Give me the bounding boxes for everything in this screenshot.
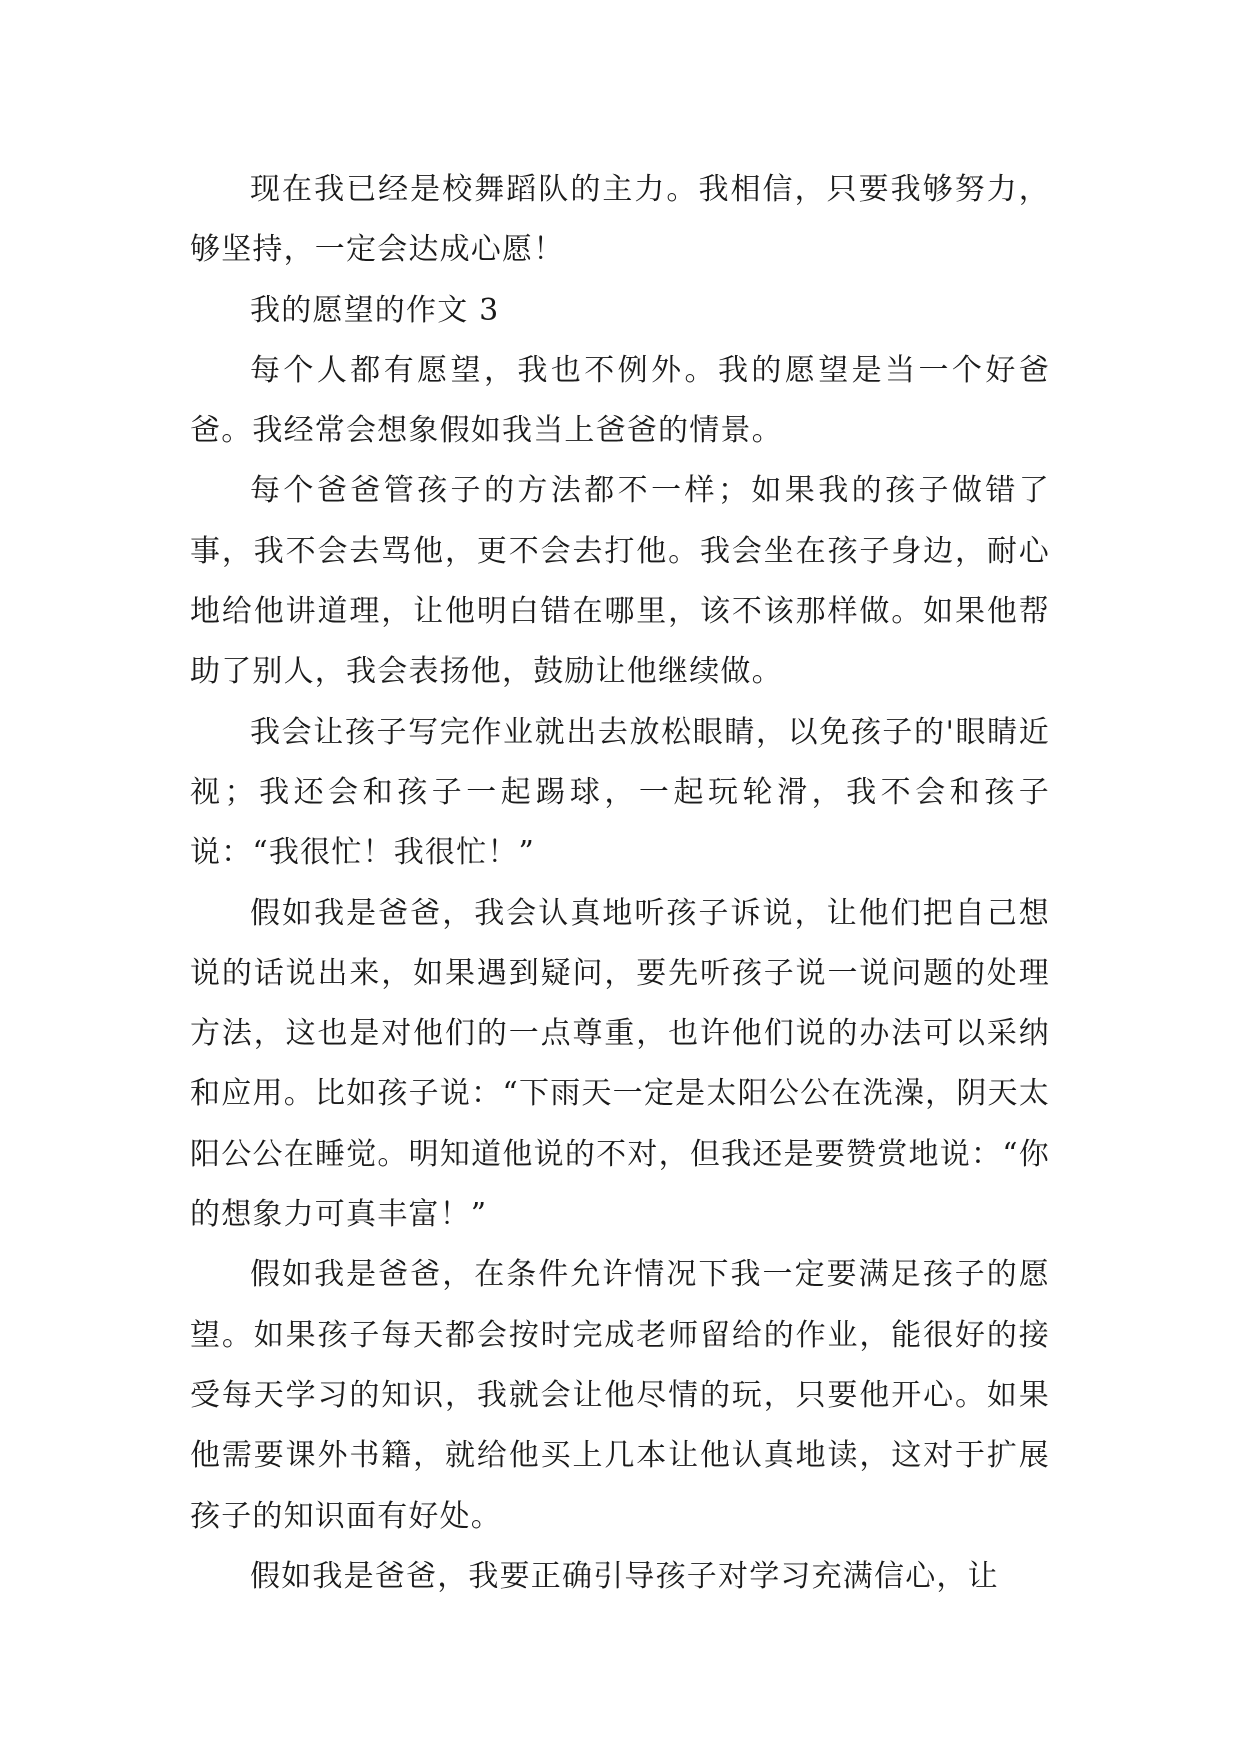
paragraph: 现在我已经是校舞蹈队的主力。我相信，只要我够努力，够坚持，一定会达成心愿！ — [190, 172, 1050, 268]
essay-title: 我的愿望的作文 3 — [250, 292, 500, 328]
document-body — [190, 160, 1050, 1607]
paragraph: 我会让孩子写完作业就出去放松眼睛，以免孩子的'眼睛近视；我还会和孩子一起踢球，一起玩轮滑，我不会和孩子说：“我很忙！我很忙！” — [190, 714, 1050, 871]
paragraph: 每个爸爸管孩子的方法都不一样；如果我的孩子做错了事，我不会去骂他，更不会去打他。我会坐在孩子身边，耐心地给他讲道理，让他明白错在哪里，该不该那样做。如果他帮助了别人，我会表扬他，鼓励让他继续做。 — [190, 473, 1050, 690]
paragraph: 每个人都有愿望，我也不例外。我的愿望是当一个好爸爸。我经常会想象假如我当上爸爸的情景。 — [190, 352, 1050, 449]
paragraph: 假如我是爸爸，在条件允许情况下我一定要满足孩子的愿望。如果孩子每天都会按时完成老师留给的作业，能很好的接受每天学习的知识，我就会让他尽情的玩，只要他开心。如果他需要课外书籍，就给他买上几本让他认真地读，这对于扩展孩子的知识面有好处。 — [190, 1257, 1050, 1534]
paragraph: 假如我是爸爸，我会认真地听孩子诉说，让他们把自己想说的话说出来，如果遇到疑问，要先听孩子说一说问题的处理方法，这也是对他们的一点尊重，也许他们说的办法可以采纳和应用。比如孩子说：“下雨天一定是太阳公公在洗澡，阴天太阳公公在睡觉。明知道他说的不对，但我还是要赞赏地说：“你的想象力可真丰富！” — [190, 895, 1050, 1233]
paragraph: 假如我是爸爸，我要正确引导孩子对学习充满信心，让 — [250, 1558, 999, 1594]
